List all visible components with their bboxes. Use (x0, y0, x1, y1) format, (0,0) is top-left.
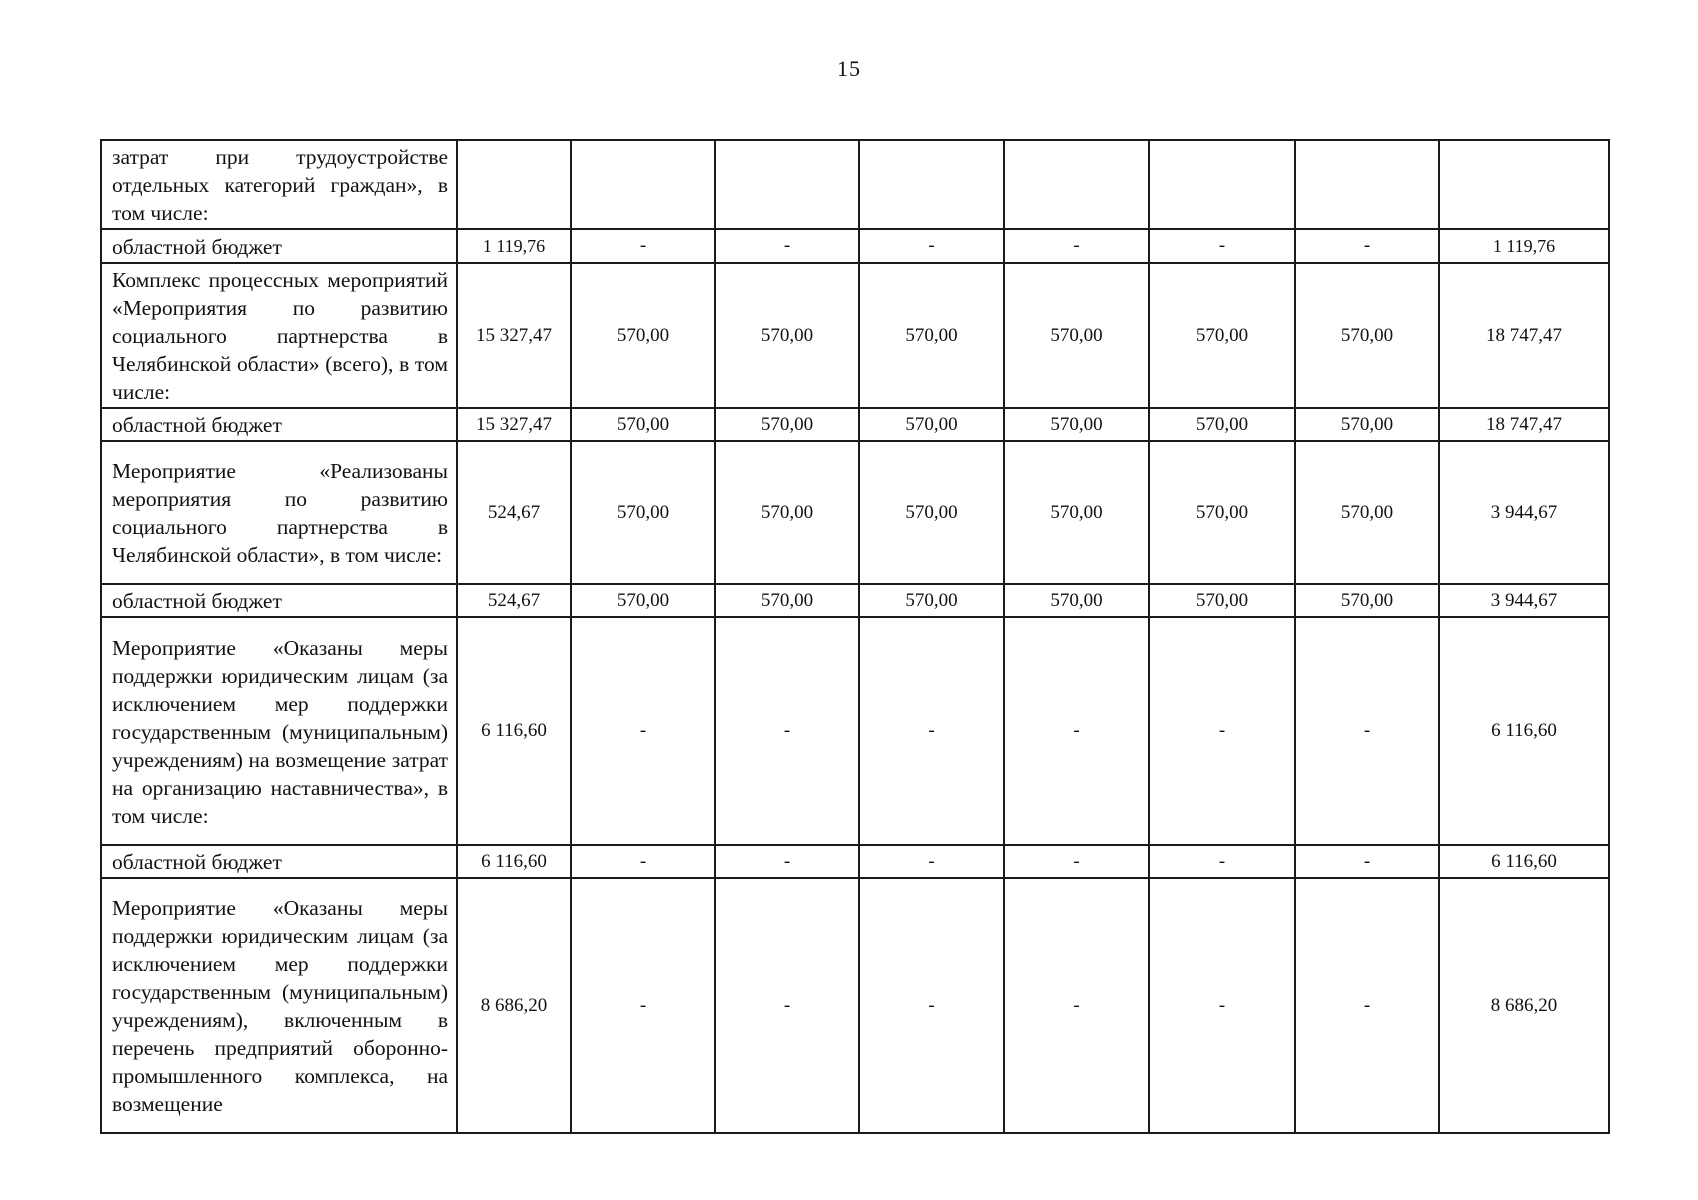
row-label: Мероприятие «Оказаны меры поддержки юридическим лицам (за исключением мер поддержки государственным (муниципальным) учреждениям) на возмещение затрат на организацию наставничества», в том числе: (101, 617, 457, 845)
cell-value: 570,00 (571, 441, 715, 584)
cell-value: - (571, 845, 715, 878)
cell-value: 570,00 (571, 263, 715, 408)
cell-value: 570,00 (571, 408, 715, 441)
cell-value: 570,00 (1295, 584, 1439, 617)
cell-value: 570,00 (1149, 441, 1295, 584)
table-row (101, 408, 1609, 441)
cell-value: 524,67 (457, 584, 571, 617)
cell-value: 570,00 (1004, 441, 1149, 584)
budget-table (100, 139, 1610, 1134)
cell-value: - (715, 617, 859, 845)
cell-value: 6 116,60 (457, 617, 571, 845)
cell-value: 570,00 (571, 584, 715, 617)
cell-value: - (859, 845, 1004, 878)
cell-value: - (715, 229, 859, 263)
cell-value: - (859, 878, 1004, 1133)
row-label: областной бюджет (101, 845, 457, 878)
row-label: затрат при трудоустройстве отдельных категорий граждан», в том числе: (101, 140, 457, 229)
cell-value: - (1149, 845, 1295, 878)
cell-value: - (1149, 229, 1295, 263)
row-label: Комплекс процессных мероприятий «Мероприятия по развитию социального партнерства в Челябинской области» (всего), в том числе: (101, 263, 457, 408)
cell-value: 15 327,47 (457, 263, 571, 408)
cell-value: - (571, 617, 715, 845)
cell-value: - (715, 845, 859, 878)
cell-value: - (1149, 617, 1295, 845)
cell-total: 18 747,47 (1439, 408, 1609, 441)
cell-value: 570,00 (715, 263, 859, 408)
cell-value: 570,00 (1149, 263, 1295, 408)
table-row (101, 584, 1609, 617)
cell-value: - (1004, 229, 1149, 263)
cell-value: 15 327,47 (457, 408, 571, 441)
row-label: Мероприятие «Реализованы мероприятия по развитию социального партнерства в Челябинской области», в том числе: (101, 441, 457, 584)
cell-value: 570,00 (1004, 584, 1149, 617)
cell-value: 8 686,20 (457, 878, 571, 1133)
cell-total: 1 119,76 (1439, 229, 1609, 263)
table-row (101, 878, 1609, 1133)
cell-value: - (1295, 617, 1439, 845)
cell-value: 524,67 (457, 441, 571, 584)
cell-value (571, 140, 715, 229)
cell-total: 18 747,47 (1439, 263, 1609, 408)
cell-value (1295, 140, 1439, 229)
cell-total: 6 116,60 (1439, 845, 1609, 878)
cell-value: 1 119,76 (457, 229, 571, 263)
cell-value: - (571, 229, 715, 263)
cell-value (457, 140, 571, 229)
cell-value (715, 140, 859, 229)
cell-value: - (715, 878, 859, 1133)
cell-value: 570,00 (715, 584, 859, 617)
cell-value: 570,00 (859, 584, 1004, 617)
table-row (101, 617, 1609, 845)
cell-value: 570,00 (859, 408, 1004, 441)
cell-value: 570,00 (715, 441, 859, 584)
cell-value: 6 116,60 (457, 845, 571, 878)
cell-value: - (859, 617, 1004, 845)
cell-value: 570,00 (1295, 441, 1439, 584)
cell-value: 570,00 (859, 263, 1004, 408)
cell-value: 570,00 (1004, 408, 1149, 441)
cell-value: - (1004, 845, 1149, 878)
table-row (101, 140, 1609, 229)
cell-value: 570,00 (715, 408, 859, 441)
cell-value: - (571, 878, 715, 1133)
cell-value: 570,00 (1149, 408, 1295, 441)
table-row (101, 845, 1609, 878)
cell-value: - (859, 229, 1004, 263)
cell-value: 570,00 (1295, 263, 1439, 408)
cell-value: 570,00 (1004, 263, 1149, 408)
cell-value: - (1149, 878, 1295, 1133)
table-row (101, 229, 1609, 263)
cell-value (1004, 140, 1149, 229)
row-label: областной бюджет (101, 229, 457, 263)
cell-value: 570,00 (859, 441, 1004, 584)
cell-total: 3 944,67 (1439, 584, 1609, 617)
cell-value: - (1004, 617, 1149, 845)
table-row (101, 263, 1609, 408)
cell-value (1149, 140, 1295, 229)
cell-total: 8 686,20 (1439, 878, 1609, 1133)
cell-value (859, 140, 1004, 229)
cell-total (1439, 140, 1609, 229)
cell-value: 570,00 (1149, 584, 1295, 617)
cell-total: 3 944,67 (1439, 441, 1609, 584)
cell-value: - (1295, 845, 1439, 878)
cell-value: 570,00 (1295, 408, 1439, 441)
row-label: областной бюджет (101, 584, 457, 617)
page-number: 15 (837, 56, 861, 81)
table-row (101, 441, 1609, 584)
row-label: Мероприятие «Оказаны меры поддержки юридическим лицам (за исключением мер поддержки государственным (муниципальным) учреждениям), включенным в перечень предприятий оборонно-промышленного комплекса, на возмещение (101, 878, 457, 1133)
cell-value: - (1295, 878, 1439, 1133)
cell-value: - (1004, 878, 1149, 1133)
row-label: областной бюджет (101, 408, 457, 441)
cell-value: - (1295, 229, 1439, 263)
cell-total: 6 116,60 (1439, 617, 1609, 845)
